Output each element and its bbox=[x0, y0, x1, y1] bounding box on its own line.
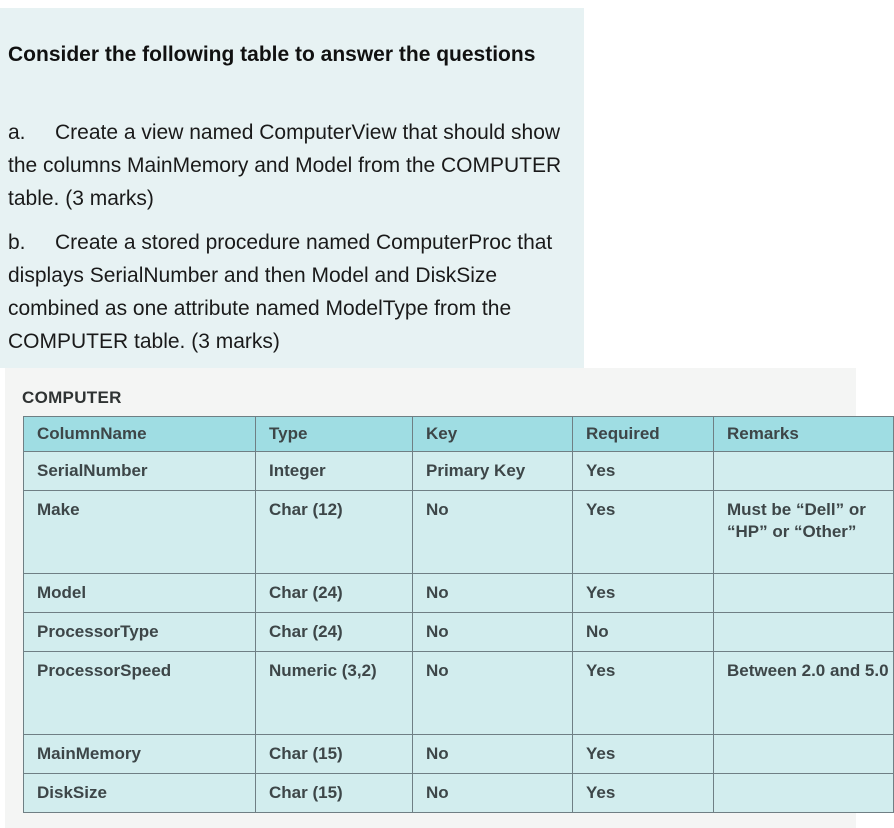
cell-type: Char (15) bbox=[256, 735, 413, 774]
cell-column-name: ProcessorSpeed bbox=[24, 652, 256, 735]
cell-remarks: Between 2.0 and 5.0 bbox=[714, 652, 894, 735]
cell-column-name: Make bbox=[24, 491, 256, 574]
header-column-name: ColumnName bbox=[24, 417, 256, 452]
table-row bbox=[24, 452, 894, 491]
cell-key: No bbox=[413, 613, 573, 652]
computer-table bbox=[23, 416, 894, 813]
cell-remarks bbox=[714, 574, 894, 613]
table-row bbox=[24, 574, 894, 613]
cell-type: Char (24) bbox=[256, 574, 413, 613]
question-title: Consider the following table to answer the questions bbox=[8, 43, 536, 66]
cell-remarks bbox=[714, 735, 894, 774]
cell-required: No bbox=[573, 613, 714, 652]
cell-remarks: Must be “Dell” or “HP” or “Other” bbox=[714, 491, 894, 574]
cell-type: Char (12) bbox=[256, 491, 413, 574]
table-row bbox=[24, 774, 894, 813]
cell-column-name: Model bbox=[24, 574, 256, 613]
cell-remarks bbox=[714, 613, 894, 652]
cell-column-name: ProcessorType bbox=[24, 613, 256, 652]
part-b-marker: b. bbox=[8, 231, 26, 254]
cell-required: Yes bbox=[573, 491, 714, 574]
cell-key: Primary Key bbox=[413, 452, 573, 491]
cell-required: Yes bbox=[573, 452, 714, 491]
cell-type: Integer bbox=[256, 452, 413, 491]
cell-column-name: SerialNumber bbox=[24, 452, 256, 491]
table-header-row bbox=[24, 417, 894, 452]
cell-key: No bbox=[413, 652, 573, 735]
cell-required: Yes bbox=[573, 774, 714, 813]
cell-type: Char (15) bbox=[256, 774, 413, 813]
header-remarks: Remarks bbox=[714, 417, 894, 452]
cell-remarks bbox=[714, 452, 894, 491]
table-row bbox=[24, 613, 894, 652]
cell-key: No bbox=[413, 735, 573, 774]
part-a-text: Create a view named ComputerView that should show the columns MainMemory and Model from the COMPUTER table. (3 marks) bbox=[8, 121, 562, 210]
cell-column-name: MainMemory bbox=[24, 735, 256, 774]
table-row bbox=[24, 652, 894, 735]
cell-key: No bbox=[413, 491, 573, 574]
table-row bbox=[24, 735, 894, 774]
question-part-a bbox=[8, 116, 578, 215]
part-a-marker: a. bbox=[8, 121, 26, 144]
cell-key: No bbox=[413, 574, 573, 613]
header-required: Required bbox=[573, 417, 714, 452]
table-caption: COMPUTER bbox=[22, 388, 122, 407]
cell-remarks bbox=[714, 774, 894, 813]
cell-type: Numeric (3,2) bbox=[256, 652, 413, 735]
question-part-b bbox=[8, 226, 578, 358]
header-type: Type bbox=[256, 417, 413, 452]
computer-table-container bbox=[23, 416, 889, 814]
part-b-text: Create a stored procedure named ComputerProc that displays SerialNumber and then Model and DiskSize combined as one attribute named ModelType from the COMPUTER table. (3 marks) bbox=[8, 231, 553, 353]
table-row bbox=[24, 491, 894, 574]
cell-key: No bbox=[413, 774, 573, 813]
cell-required: Yes bbox=[573, 574, 714, 613]
cell-required: Yes bbox=[573, 652, 714, 735]
header-key: Key bbox=[413, 417, 573, 452]
cell-type: Char (24) bbox=[256, 613, 413, 652]
cell-column-name: DiskSize bbox=[24, 774, 256, 813]
cell-required: Yes bbox=[573, 735, 714, 774]
